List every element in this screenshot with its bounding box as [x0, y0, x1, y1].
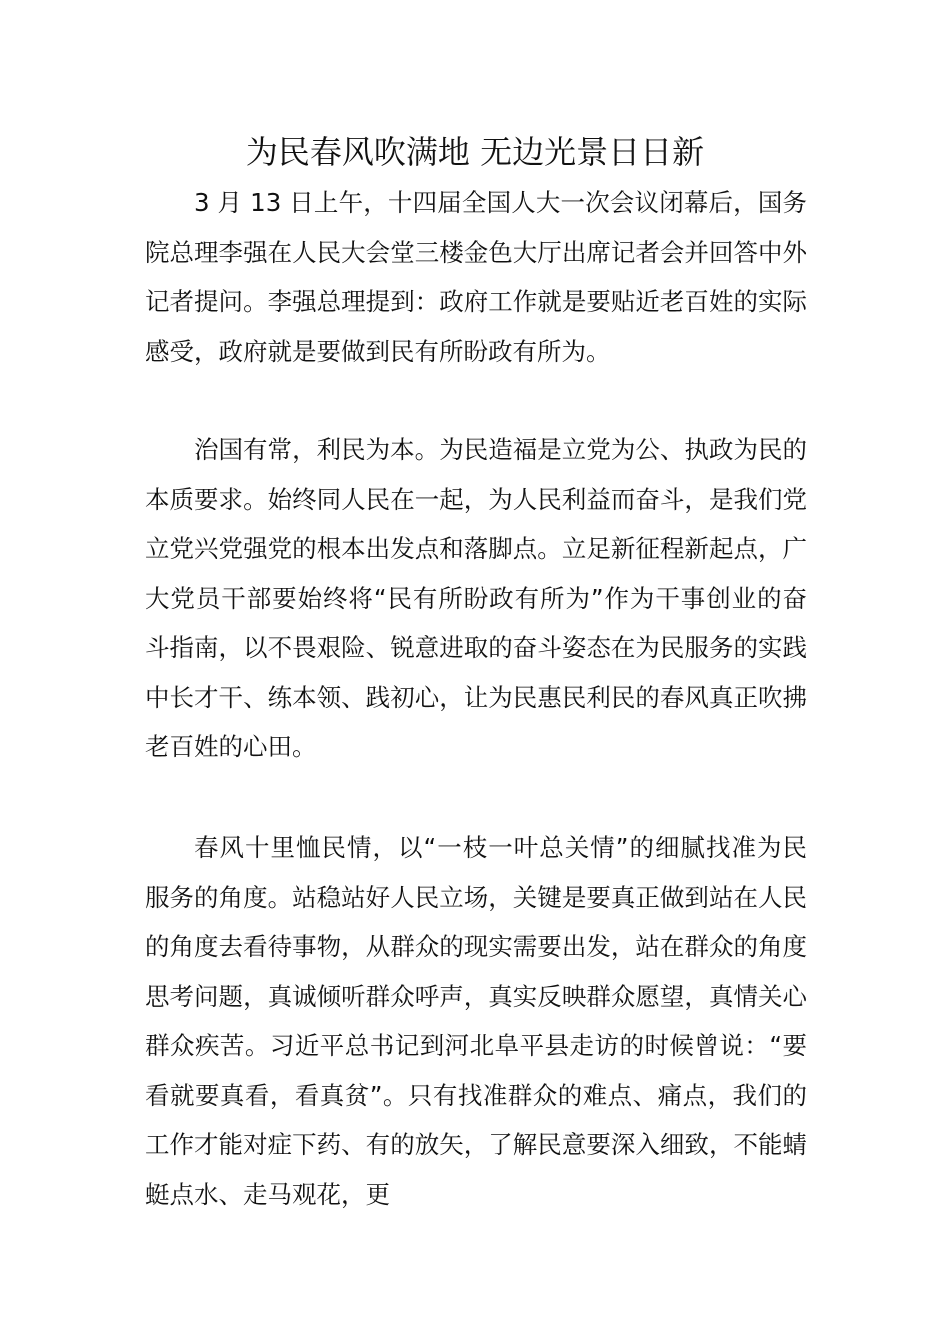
paragraph-1: 3 月 13 日上午，十四届全国人大一次会议闭幕后，国务院总理李强在人民大会堂三楼金色大厅出席记者会并回答中外记者提问。李强总理提到：政府工作就是要贴近老百姓的实际感受，政府就是要做到民有所盼政有所为。: [145, 188, 807, 366]
document-title: 为民春风吹满地 无边光景日日新: [245, 133, 705, 171]
paragraph-2: 治国有常，利民为本。为民造福是立党为公、执政为民的本质要求。始终同人民在一起，为人民利益而奋斗，是我们党立党兴党强党的根本出发点和落脚点。立足新征程新起点，广大党员干部要始终将“民有所盼政有所为”作为干事创业的奋斗指南，以不畏艰险、锐意进取的奋斗姿态在为民服务的实践中长才干、练本领、践初心，让为民惠民利民的春风真正吹拂老百姓的心田。: [145, 435, 807, 761]
paragraph-3: 春风十里恤民情，以“一枝一叶总关情”的细腻找准为民服务的角度。站稳站好人民立场，关键是要真正做到站在人民的角度去看待事物，从群众的现实需要出发，站在群众的角度思考问题，真诚倾听群众呼声，真实反映群众愿望，真情关心群众疾苦。习近平总书记到河北阜平县走访的时候曾说：“要看就要真看，看真贫”。只有找准群众的难点、痛点，我们的工作才能对症下药、有的放矢，了解民意要深入细致，不能蜻蜓点水、走马观花，更: [145, 833, 807, 1209]
